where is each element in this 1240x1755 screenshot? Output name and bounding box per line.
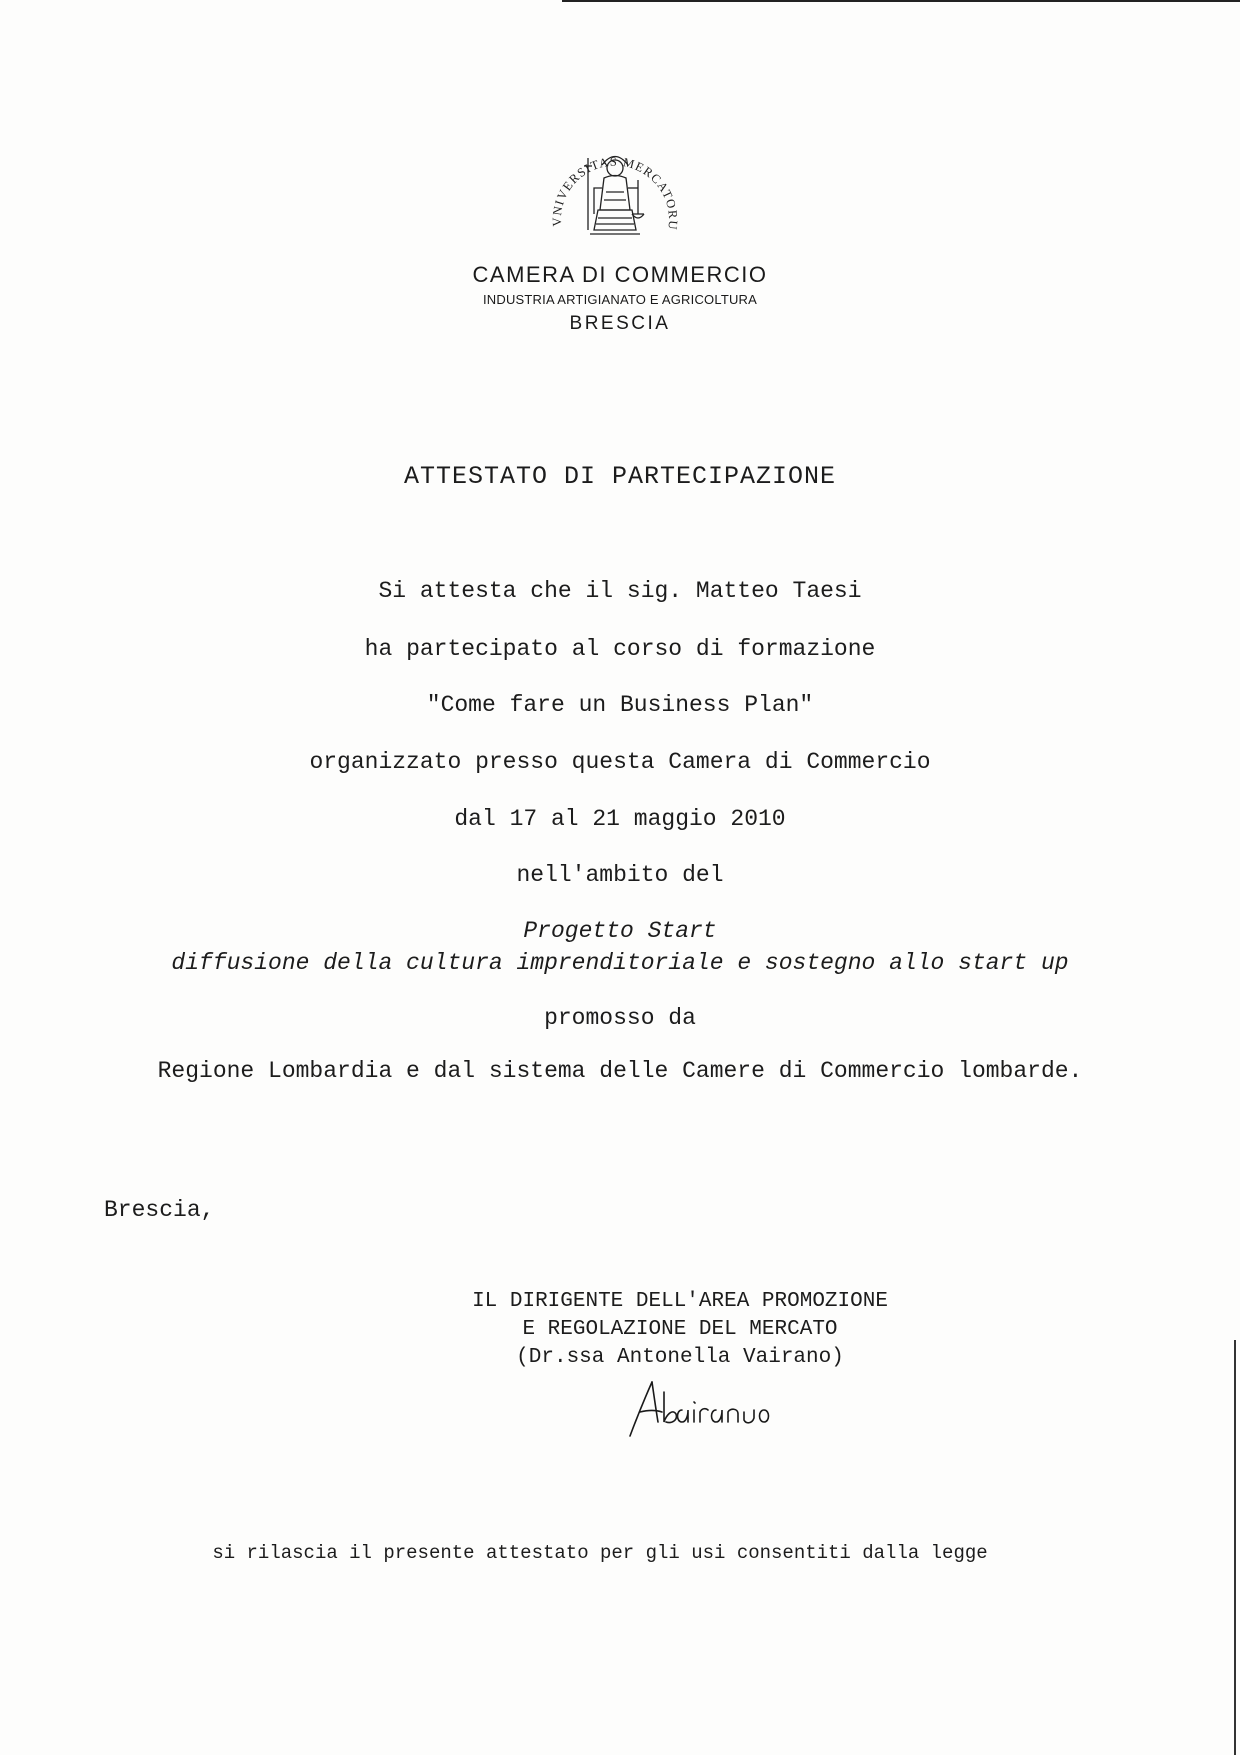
organization-subtitle: INDUSTRIA ARTIGIANATO E AGRICOLTURA: [482, 292, 758, 307]
body-line-course-name: "Come fare un Business Plan": [426, 692, 814, 718]
place-date-line: Brescia,: [104, 1197, 215, 1223]
body-line-promoted-by: promosso da: [544, 1005, 696, 1031]
chamber-seal-logo: [540, 118, 690, 258]
body-line-participation: ha partecipato al corso di formazione: [364, 636, 876, 662]
signer-name: (Dr.ssa Antonella Vairano): [516, 1346, 844, 1369]
organization-name: CAMERA DI COMMERCIO: [472, 262, 768, 287]
body-line-project-description: diffusione della cultura imprenditoriale e sostegno allo start up: [171, 950, 1069, 976]
body-line-dates: dal 17 al 21 maggio 2010: [454, 806, 786, 832]
organization-city: BRESCIA: [569, 313, 671, 334]
signer-title-line-2: E REGOLAZIONE DEL MERCATO: [522, 1318, 838, 1341]
top-border-line: [562, 0, 1240, 2]
body-line-organizer: organizzato presso questa Camera di Commercio: [309, 749, 931, 775]
seal-text: VNIVERSITAS MERCATORU: [549, 154, 681, 232]
handwritten-signature: [626, 1370, 826, 1442]
page-edge-line: [1234, 1340, 1236, 1755]
certificate-title: ATTESTATO DI PARTECIPAZIONE: [403, 462, 837, 491]
signer-title-line-1: IL DIRIGENTE DELL'AREA PROMOZIONE: [472, 1290, 888, 1313]
legal-footer-note: si rilascia il presente attestato per gli usi consentiti dalla legge: [212, 1542, 988, 1564]
body-line-project-name: Progetto Start: [523, 918, 717, 944]
body-line-promoters: Regione Lombardia e dal sistema delle Camere di Commercio lombarde.: [157, 1058, 1083, 1084]
body-line-attestation: Si attesta che il sig. Matteo Taesi: [378, 578, 862, 604]
body-line-context: nell'ambito del: [516, 862, 724, 888]
